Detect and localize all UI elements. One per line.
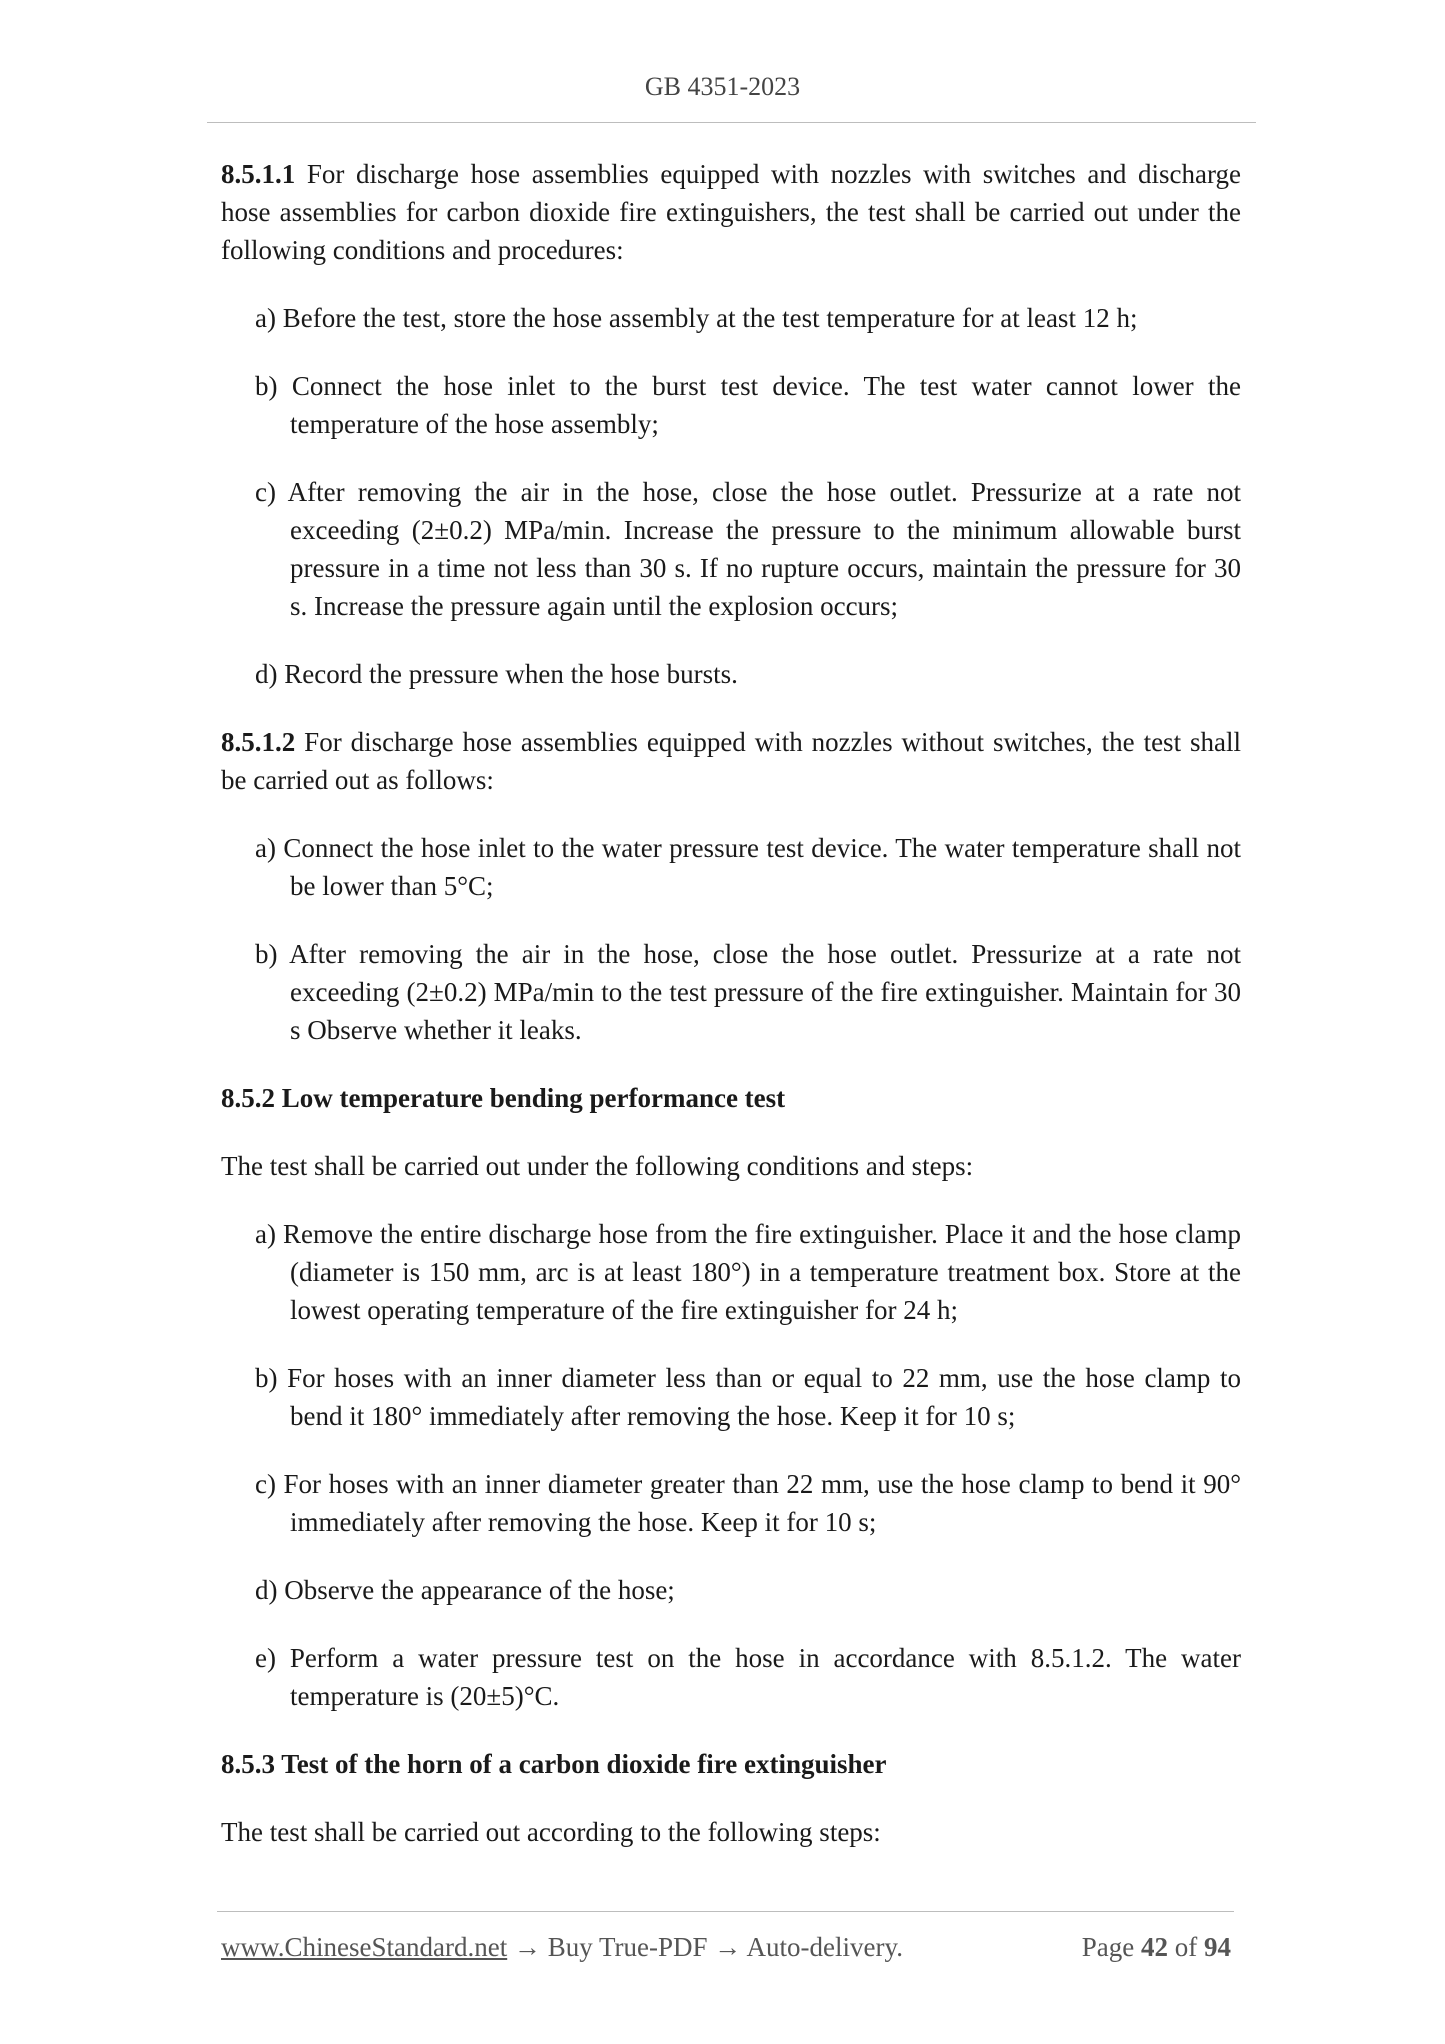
page-footer bbox=[221, 1932, 1231, 1963]
document-code: GB 4351-2023 bbox=[644, 72, 801, 101]
arrow-right-icon: → bbox=[507, 1932, 548, 1962]
website-link[interactable]: www.ChineseStandard.net bbox=[221, 1932, 508, 1962]
buy-true-pdf-text: Buy True-PDF bbox=[547, 1932, 708, 1962]
page-indicator bbox=[1082, 1932, 1231, 1963]
of-label: of bbox=[1168, 1932, 1204, 1962]
page-total: 94 bbox=[1204, 1932, 1231, 1962]
list-item: b) For hoses with an inner diameter less than or equal to 22 mm, use the hose clamp to bend it 180° immediately after removing the hose. Keep it for 10 s; bbox=[255, 1363, 1241, 1431]
arrow-right-icon: → bbox=[707, 1932, 747, 1962]
list-item: e) Perform a water pressure test on the hose in accordance with 8.5.1.2. The water temperature is (20±5)°C. bbox=[255, 1643, 1241, 1711]
list-item: a) Remove the entire discharge hose from the fire extinguisher. Place it and the hose clamp (diameter is 150 mm, arc is at least 180°) in a temperature treatment box. Store at the lowest operating temperature of the fire extinguisher for 24 h; bbox=[255, 1219, 1241, 1325]
clause-number: 8.5.1.1 bbox=[221, 159, 296, 189]
list-item: d) Record the pressure when the hose bursts. bbox=[255, 659, 738, 689]
section-heading-8-5-3: 8.5.3 Test of the horn of a carbon dioxide fire extinguisher bbox=[221, 1749, 887, 1779]
page-body bbox=[221, 155, 1241, 1881]
clause-text: For discharge hose assemblies equipped with nozzles without switches, the test shall be carried out as follows: bbox=[221, 727, 1241, 795]
section-intro: The test shall be carried out under the following conditions and steps: bbox=[221, 1151, 974, 1181]
list-item: d) Observe the appearance of the hose; bbox=[255, 1575, 675, 1605]
section-heading-8-5-2: 8.5.2 Low temperature bending performance test bbox=[221, 1083, 786, 1113]
clause-8-5-1-2 bbox=[221, 723, 1241, 799]
list-item: c) After removing the air in the hose, close the hose outlet. Pressurize at a rate not exceeding (2±0.2) MPa/min. Increase the pressure to the minimum allowable burst pressure in a time not less than 30 s. If no rupture occurs, maintain the pressure for 30 s. Increase the pressure again until the explosion occurs; bbox=[255, 477, 1241, 621]
list-item: c) For hoses with an inner diameter greater than 22 mm, use the hose clamp to bend it 90° immediately after removing the hose. Keep it for 10 s; bbox=[255, 1469, 1241, 1537]
header-divider bbox=[207, 122, 1256, 123]
section-intro: The test shall be carried out according to the following steps: bbox=[221, 1817, 881, 1847]
list-item: a) Before the test, store the hose assembly at the test temperature for at least 12 h; bbox=[255, 303, 1138, 333]
list-item: b) Connect the hose inlet to the burst test device. The test water cannot lower the temperature of the hose assembly; bbox=[255, 371, 1241, 439]
page-number: 42 bbox=[1141, 1932, 1168, 1962]
clause-8-5-1-1 bbox=[221, 155, 1241, 269]
list-item: b) After removing the air in the hose, close the hose outlet. Pressurize at a rate not exceeding (2±0.2) MPa/min to the test pressure of the fire extinguisher. Maintain for 30 s Observe whether it leaks. bbox=[255, 939, 1241, 1045]
document-header bbox=[0, 72, 1445, 102]
clause-number: 8.5.1.2 bbox=[221, 727, 296, 757]
auto-delivery-text: Auto-delivery. bbox=[746, 1932, 903, 1962]
page-label: Page bbox=[1081, 1932, 1141, 1962]
list-item: a) Connect the hose inlet to the water pressure test device. The water temperature shall not be lower than 5°C; bbox=[255, 833, 1241, 901]
footer-divider bbox=[217, 1911, 1234, 1912]
clause-text: For discharge hose assemblies equipped with nozzles with switches and discharge hose assemblies for carbon dioxide fire extinguishers, the test shall be carried out under the following conditions and procedures: bbox=[221, 159, 1241, 265]
